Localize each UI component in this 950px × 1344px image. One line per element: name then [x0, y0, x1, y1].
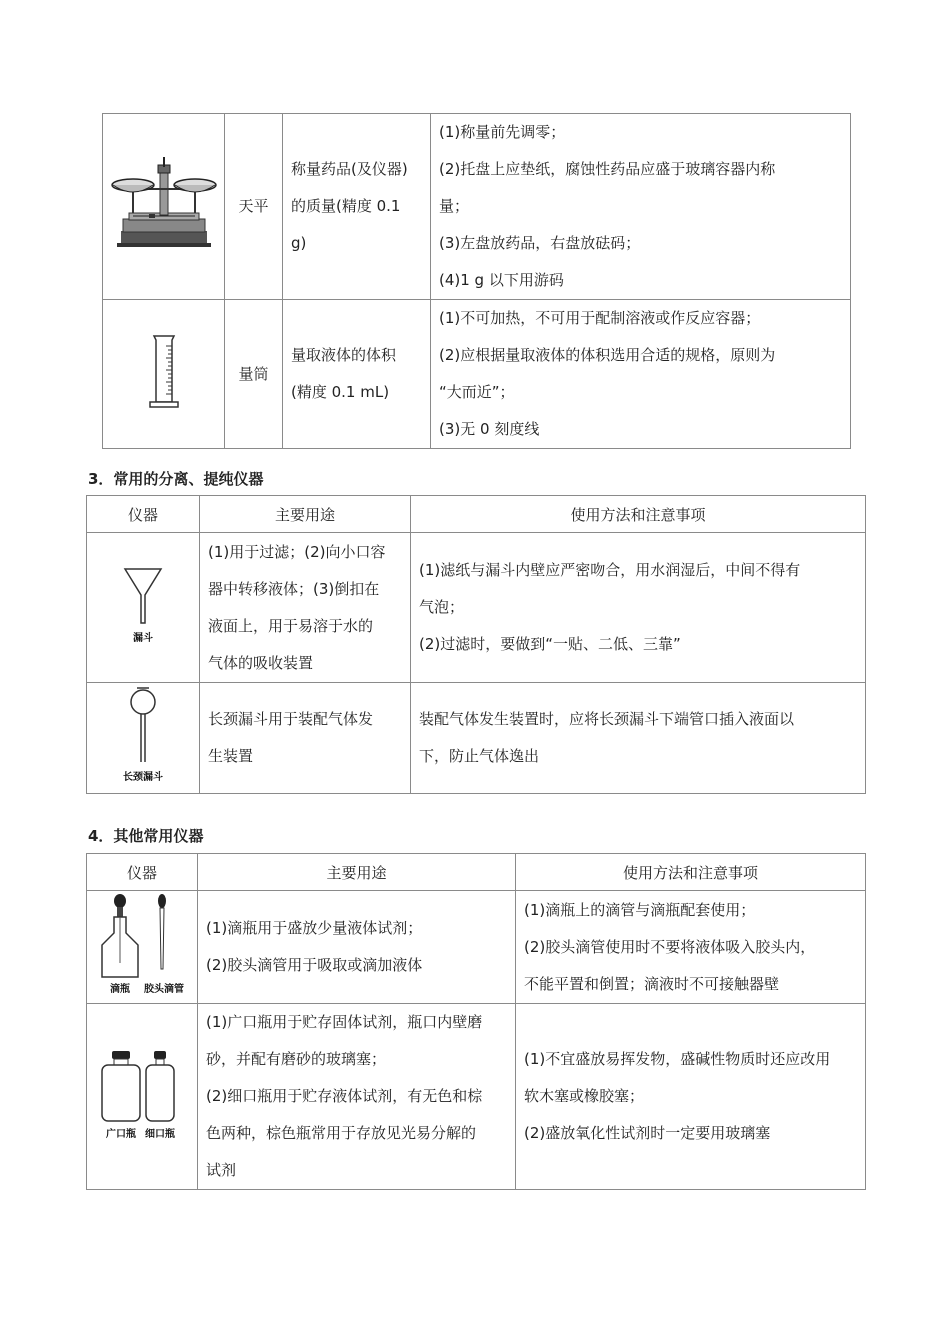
cylinder-image-cell: [103, 300, 225, 449]
section-4-heading: 4．其他常用仪器: [88, 827, 204, 845]
dropper-pipette-label: 胶头滴管: [144, 984, 184, 995]
funnel-icon: [103, 561, 183, 651]
note-line: (3)左盘放药品，右盘放砝码；: [439, 234, 641, 252]
usage-cell: [198, 891, 516, 1004]
usage-line: (2)细口瓶用于贮存液体试剂，有无色和棕: [206, 1087, 483, 1105]
notes-cell: [431, 114, 851, 300]
note-line: 装配气体发生装置时，应将长颈漏斗下端管口插入液面以: [419, 710, 795, 728]
note-line: 不能平置和倒置；滴液时不可接触器壁: [524, 974, 780, 993]
wide-mouth-bottle-label: 广口瓶: [106, 1128, 136, 1140]
usage-line: 的质量(精度 0.1: [291, 197, 401, 215]
note-line: 气泡；: [419, 598, 465, 616]
long-funnel-image-cell: [87, 683, 200, 794]
usage-line: (1)广口瓶用于贮存固体试剂，瓶口内壁磨: [206, 1013, 483, 1031]
usage-line: 称量药品(及仪器): [291, 160, 408, 178]
other-instrument-table: [86, 853, 866, 1190]
long-funnel-label: 长颈漏斗: [123, 772, 163, 783]
column-header: 主要用途: [200, 496, 411, 533]
note-line: (2)应根据量取液体的体积选用合适的规格，原则为: [439, 346, 776, 364]
usage-cell: [200, 533, 411, 683]
usage-line: (2)胶头滴管用于吸取或滴加液体: [206, 956, 423, 974]
usage-line: 液面上，用于易溶于水的: [208, 616, 374, 635]
notes-cell: [431, 300, 851, 449]
reagent-bottle-image-cell: [87, 1004, 198, 1190]
note-line: (1)不宜盛放易挥发物，盛碱性物质时还应改用: [524, 1050, 831, 1068]
usage-cell: [198, 1004, 516, 1190]
note-line: (2)过滤时，要做到“一贴、二低、三靠”: [419, 635, 681, 653]
usage-line: (1)用于过滤；(2)向小口容: [208, 542, 386, 561]
usage-line: 长颈漏斗用于装配气体发: [208, 710, 374, 728]
instrument-table-1: [102, 113, 851, 449]
note-line: (1)称量前先调零；: [439, 123, 566, 141]
long-neck-funnel-icon: [103, 684, 183, 788]
table-header-row: [87, 496, 866, 533]
column-header: 使用方法和注意事项: [411, 496, 866, 533]
table-row: [103, 114, 851, 300]
section-3-heading: 3．常用的分离、提纯仪器: [88, 470, 264, 488]
note-line: 下，防止气体逸出: [419, 747, 540, 765]
instrument-name: 量筒: [225, 300, 283, 449]
table-row: [87, 533, 866, 683]
usage-cell: [283, 114, 431, 300]
table-row: [87, 1004, 866, 1190]
funnel-label: 漏斗: [133, 632, 153, 644]
usage-cell: [283, 300, 431, 449]
notes-cell: [516, 891, 866, 1004]
note-line: 软木塞或橡胶塞；: [524, 1087, 645, 1105]
balance-icon: [109, 155, 219, 255]
note-line: “大而近”；: [439, 383, 515, 401]
table-row: [103, 300, 851, 449]
table-row: [87, 683, 866, 794]
usage-line: 器中转移液体；(3)倒扣在: [208, 579, 380, 598]
column-header: 主要用途: [198, 854, 516, 891]
dropper-bottle-icon: [92, 893, 192, 997]
dropper-bottle-label: 滴瓶: [110, 984, 130, 995]
note-line: (2)托盘上应垫纸，腐蚀性药品应盛于玻璃容器内称: [439, 160, 776, 178]
note-line: (1)滴瓶上的滴管与滴瓶配套使用；: [524, 900, 756, 919]
balance-image-cell: [103, 114, 225, 300]
usage-line: 量取液体的体积: [291, 346, 397, 364]
notes-cell: [516, 1004, 866, 1190]
usage-cell: [200, 683, 411, 794]
narrow-mouth-bottle-label: 细口瓶: [145, 1128, 175, 1140]
table-row: [87, 891, 866, 1004]
usage-line: 生装置: [208, 747, 254, 765]
funnel-image-cell: [87, 533, 200, 683]
separation-instrument-table: [86, 495, 866, 794]
note-line: (2)胶头滴管使用时不要将液体吸入胶头内，: [524, 937, 816, 956]
column-header: 仪器: [87, 496, 200, 533]
dropper-image-cell: [87, 891, 198, 1004]
column-header: 使用方法和注意事项: [516, 854, 866, 891]
note-line: (2)盛放氧化性试剂时一定要用玻璃塞: [524, 1124, 771, 1142]
usage-line: 色两种，棕色瓶常用于存放见光易分解的: [206, 1124, 477, 1142]
instrument-name: 天平: [225, 114, 283, 300]
usage-line: (1)滴瓶用于盛放少量液体试剂；: [206, 919, 423, 937]
note-line: (4)1 g 以下用游码: [439, 271, 564, 289]
graduated-cylinder-icon: [144, 332, 184, 412]
notes-cell: [411, 533, 866, 683]
note-line: (3)无 0 刻度线: [439, 420, 540, 438]
usage-line: 气体的吸收装置: [208, 653, 314, 672]
notes-cell: [411, 683, 866, 794]
table-header-row: [87, 854, 866, 891]
usage-line: g): [291, 234, 307, 252]
usage-line: 砂，并配有磨砂的玻璃塞；: [206, 1050, 387, 1068]
usage-line: 试剂: [206, 1161, 237, 1179]
note-line: 量；: [439, 197, 470, 215]
reagent-bottle-icon: [92, 1045, 192, 1145]
note-line: (1)不可加热，不可用于配制溶液或作反应容器；: [439, 309, 761, 327]
column-header: 仪器: [87, 854, 198, 891]
note-line: (1)滤纸与漏斗内壁应严密吻合，用水润湿后，中间不得有: [419, 561, 801, 579]
usage-line: (精度 0.1 mL): [291, 383, 390, 401]
